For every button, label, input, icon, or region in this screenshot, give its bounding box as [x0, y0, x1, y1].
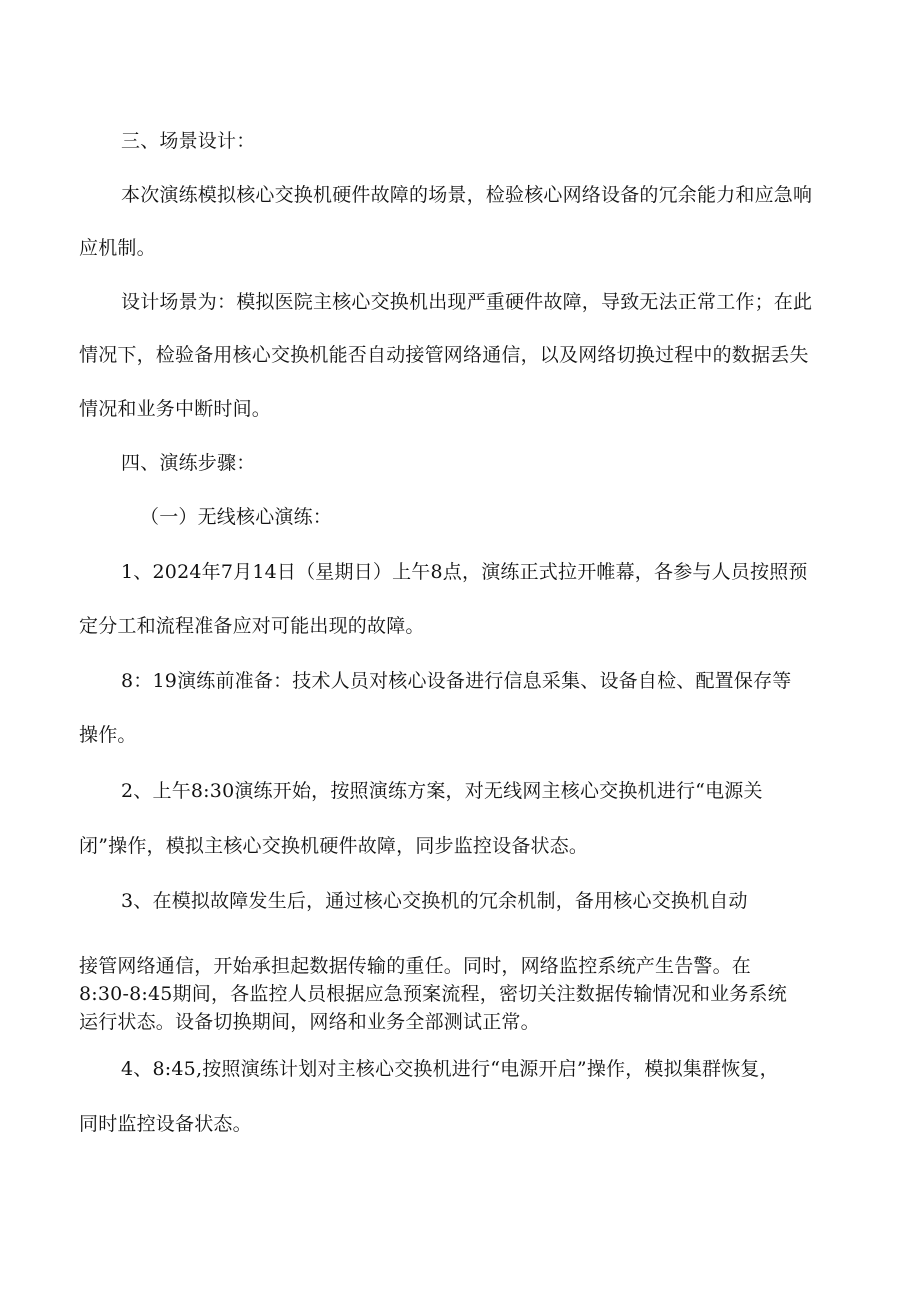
section-heading-steps: 四、演练步骤： — [121, 452, 256, 474]
paragraph-line: 2、上午8:30演练开始，按照演练方案，对无线网主核心交换机进行“电源关 — [121, 780, 763, 802]
paragraph-line: 4、8:45,按照演练计划对主核心交换机进行“电源开启”操作，模拟集群恢复， — [121, 1058, 779, 1080]
paragraph-line: 情况和业务中断时间。 — [79, 398, 272, 420]
paragraph-line: 操作。 — [79, 724, 137, 746]
paragraph-line: 8:30-8:45期间，各监控人员根据应急预案流程，密切关注数据传输情况和业务系统 — [79, 983, 787, 1005]
paragraph-line: 设计场景为：模拟医院主核心交换机出现严重硬件故障，导致无法正常工作；在此 — [121, 291, 813, 313]
paragraph-line: 闭”操作，模拟主核心交换机硬件故障，同步监控设备状态。 — [79, 835, 589, 857]
paragraph-line: 8：19演练前准备：技术人员对核心设备进行信息采集、设备自检、配置保存等 — [121, 670, 792, 692]
paragraph-line: 3、在模拟故障发生后，通过核心交换机的冗余机制，备用核心交换机自动 — [121, 890, 748, 912]
paragraph-line: 本次演练模拟核心交换机硬件故障的场景，检验核心网络设备的冗余能力和应急响 — [121, 184, 813, 206]
paragraph-line: 同时监控设备状态。 — [79, 1113, 252, 1135]
paragraph-line: 1、2024年7月14日（星期日）上午8点，演练正式拉开帷幕，各参与人员按照预 — [121, 561, 808, 583]
paragraph-line: 接管网络通信，开始承担起数据传输的重任。同时，网络监控系统产生告警。在 — [79, 955, 752, 977]
paragraph-line: 应机制。 — [79, 237, 156, 259]
subsection-heading: （一）无线核心演练： — [140, 506, 333, 528]
paragraph-line: 定分工和流程准备应对可能出现的故障。 — [79, 615, 425, 637]
paragraph-line: 运行状态。设备切换期间，网络和业务全部测试正常。 — [79, 1011, 540, 1033]
section-heading-scenario: 三、场景设计： — [121, 130, 256, 152]
paragraph-line: 情况下，检验备用核心交换机能否自动接管网络通信，以及网络切换过程中的数据丢失 — [79, 344, 809, 366]
